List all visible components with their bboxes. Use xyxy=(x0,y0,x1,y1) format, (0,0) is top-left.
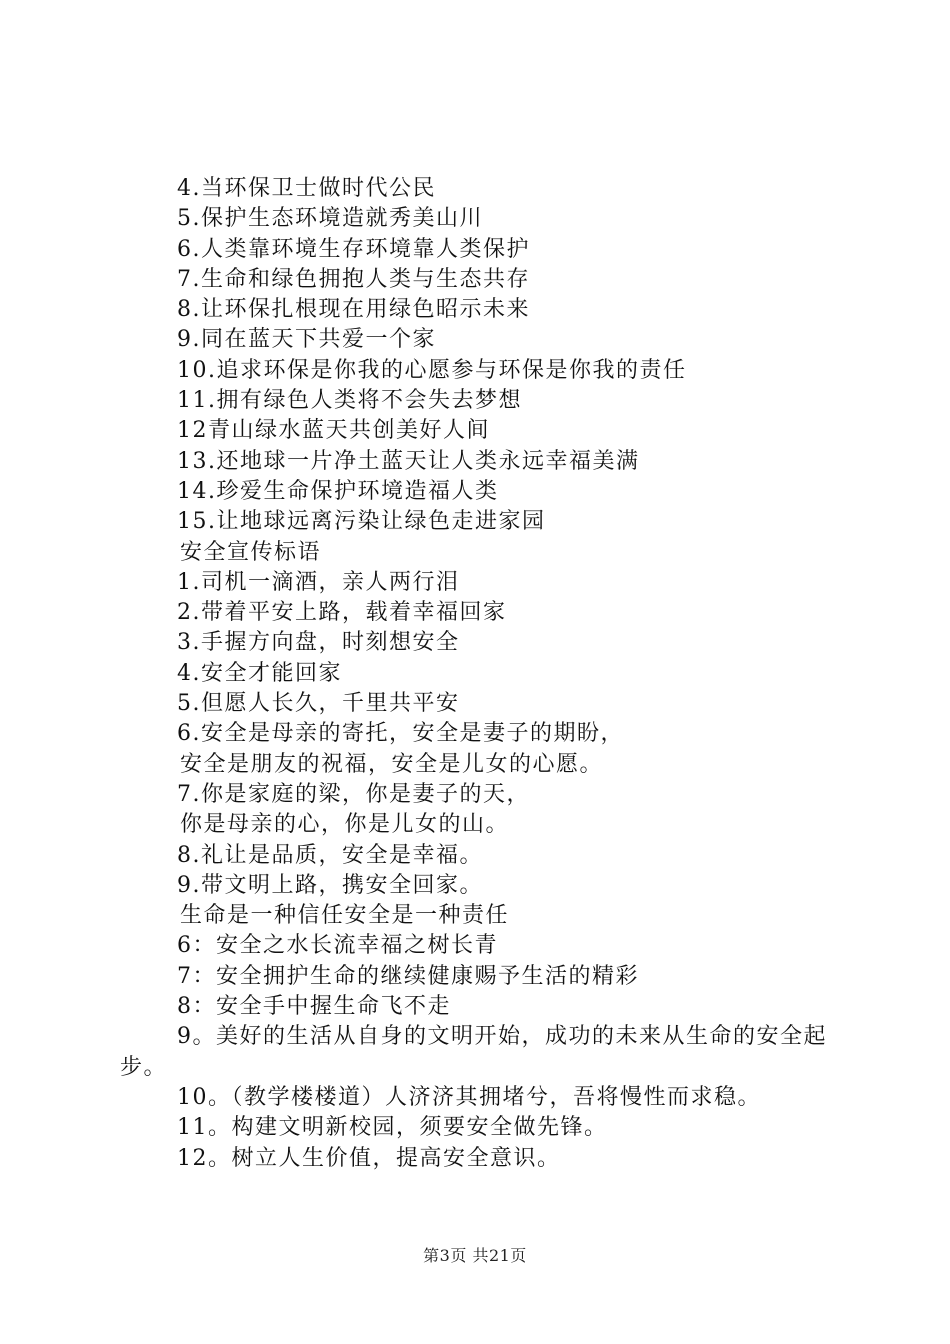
text-line: 8：安全手中握生命飞不走 xyxy=(177,994,451,1020)
text-line: 安全是朋友的祝福，安全是儿女的心愿。 xyxy=(180,751,604,777)
text-paragraph: 9。美好的生活从自身的文明开始，成功的未来从生命的安全起步。 xyxy=(120,1024,827,1080)
text-line: 13.还地球一片净土蓝天让人类永远幸福美满 xyxy=(177,448,640,474)
text-line: 9.同在蓝天下共爱一个家 xyxy=(177,327,436,353)
text-line: 6.安全是母亲的寄托，安全是妻子的期盼， xyxy=(177,721,624,747)
text-line: 2.带着平安上路，载着幸福回家 xyxy=(177,600,507,626)
text-line: 14.珍爱生命保护环境造福人类 xyxy=(177,478,499,504)
text-line: 11。构建文明新校园，须要安全做先锋。 xyxy=(177,1115,608,1141)
text-line: 10.追求环保是你我的心愿参与环保是你我的责任 xyxy=(177,357,687,383)
text-line: 5.但愿人长久，千里共平安 xyxy=(177,691,460,717)
text-line: 8.让环保扎根现在用绿色昭示未来 xyxy=(177,297,530,323)
text-line: 7.生命和绿色拥抱人类与生态共存 xyxy=(177,266,530,292)
text-line: 7：安全拥护生命的继续健康赐予生活的精彩 xyxy=(177,963,639,989)
text-line: 8.礼让是品质，安全是幸福。 xyxy=(177,842,483,868)
text-line: 7.你是家庭的梁，你是妻子的天， xyxy=(177,781,530,807)
text-line: 15.让地球远离污染让绿色走进家园 xyxy=(177,509,546,535)
text-line: 4.当环保卫士做时代公民 xyxy=(177,176,436,201)
text-line: 5.保护生态环境造就秀美山川 xyxy=(177,206,483,232)
page-number-footer: 第3页 共21页 xyxy=(423,1246,527,1265)
text-line: 6.人类靠环境生存环境靠人类保护 xyxy=(177,236,530,262)
text-line: 9.带文明上路，携安全回家。 xyxy=(177,872,483,898)
text-line: 11.拥有绿色人类将不会失去梦想 xyxy=(177,388,522,414)
document-body xyxy=(120,174,840,1174)
text-line: 生命是一种信任安全是一种责任 xyxy=(180,903,510,929)
text-line: 12青山绿水蓝天共创美好人间 xyxy=(177,418,490,444)
section-heading: 安全宣传标语 xyxy=(180,539,322,565)
text-line: 3.手握方向盘，时刻想安全 xyxy=(177,630,460,656)
text-line: 1.司机一滴酒，亲人两行泪 xyxy=(177,569,460,595)
text-line: 12。树立人生价值，提高安全意识。 xyxy=(177,1145,561,1171)
text-line: 10。（教学楼楼道）人济济其拥堵兮，吾将慢性而求稳。 xyxy=(177,1084,761,1110)
text-line: 6：安全之水长流幸福之树长青 xyxy=(177,933,498,959)
text-line: 你是母亲的心，你是儿女的山。 xyxy=(180,812,510,838)
text-line: 4.安全才能回家 xyxy=(177,660,342,686)
